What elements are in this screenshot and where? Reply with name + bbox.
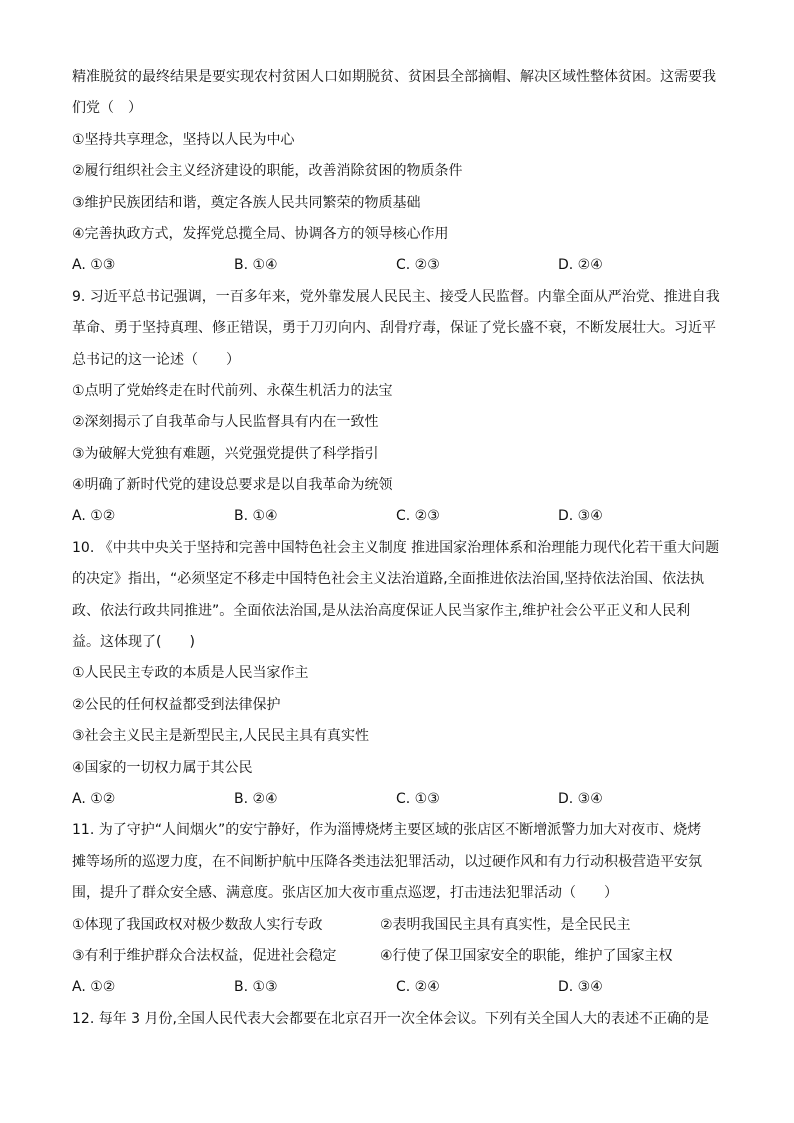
statement-item: ③为破解大党独有难题，兴党强党提供了科学指引 xyxy=(72,445,379,462)
statement-item: ③维护民族团结和谐，奠定各族人民共同繁荣的物质基础 xyxy=(72,194,421,211)
statement-item: ①点明了党始终走在时代前列、永葆生机活力的法宝 xyxy=(72,382,393,399)
question-11 xyxy=(72,815,722,1003)
question-10 xyxy=(72,533,722,816)
option-c: C. ②③ xyxy=(396,257,440,274)
option-d: D. ②④ xyxy=(558,257,603,274)
question-stem-line: 革命、勇于坚持真理、修正错误，勇于刀刃向内、刮骨疗毒，保证了党长盛不衰，不断发展壮大。习近平 xyxy=(72,320,716,337)
statement-item: ④明确了新时代党的建设总要求是以自我革命为统领 xyxy=(72,477,393,494)
document-page xyxy=(72,62,722,1035)
statement-item: ①坚持共享理念，坚持以人民为中心 xyxy=(72,131,295,148)
question-stem-line: 围，提升了群众安全感、满意度。张店区加大夜市重点巡逻，打击违法犯罪活动（ ） xyxy=(72,885,618,902)
answer-options xyxy=(72,250,722,281)
question-stem-line: 益。这体现了( ) xyxy=(72,634,195,651)
question-stem-line: 12. 每年 3 月份,全国人民代表大会都要在北京召开一次全体会议。下列有关全国人大的表述不正确的是 xyxy=(72,1010,709,1027)
option-b: B. ①④ xyxy=(234,508,278,525)
statement-item: ①人民民主专政的本质是人民当家作主 xyxy=(72,665,309,682)
question-stem-line: 11. 为了守护“人间烟火”的安宁静好，作为淄博烧烤主要区域的张店区不断增派警力加大对夜市、烧烤 xyxy=(72,822,702,839)
option-b: B. ①④ xyxy=(234,257,278,274)
statement-pair xyxy=(72,910,722,941)
statement-item: ②表明我国民主具有真实性，是全民民主 xyxy=(380,916,631,933)
option-a: A. ①② xyxy=(72,979,116,996)
statement-item: ②深刻揭示了自我革命与人民监督具有内在一致性 xyxy=(72,414,379,431)
statement-item: ②履行组织社会主义经济建设的职能，改善消除贫困的物质条件 xyxy=(72,163,463,180)
statement-item: ④行使了保卫国家安全的职能，维护了国家主权 xyxy=(380,947,673,964)
option-d: D. ③④ xyxy=(558,979,603,996)
option-a: A. ①② xyxy=(72,508,116,525)
statement-item: ②公民的任何权益都受到法律保护 xyxy=(72,696,281,713)
answer-options xyxy=(72,784,722,815)
option-c: C. ②④ xyxy=(396,979,440,996)
answer-options xyxy=(72,501,722,532)
question-stem-line: 的决定》指出，“必须坚定不移走中国特色社会主义法治道路,全面推进依法治国,坚持依法治国、依法执 xyxy=(72,571,705,588)
option-c: C. ①③ xyxy=(396,790,440,807)
answer-options xyxy=(72,972,722,1003)
option-d: D. ③④ xyxy=(558,790,603,807)
question-12 xyxy=(72,1004,722,1035)
question-8 xyxy=(72,62,722,282)
statement-item: ④完善执政方式，发挥党总揽全局、协调各方的领导核心作用 xyxy=(72,225,449,242)
question-stem-line: 10. 《中共中央关于坚持和完善中国特色社会主义制度 推进国家治理体系和治理能力现代化若干重大问题 xyxy=(72,539,720,556)
option-b: B. ①③ xyxy=(234,979,278,996)
question-9 xyxy=(72,282,722,533)
statement-item: ③有利于维护群众合法权益，促进社会稳定 xyxy=(72,947,337,964)
statement-item: ①体现了我国政权对极少数敌人实行专政 xyxy=(72,916,323,933)
statement-item: ③社会主义民主是新型民主,人民民主具有真实性 xyxy=(72,728,369,745)
question-stem-line: 摊等场所的巡逻力度，在不间断护航中压降各类违法犯罪活动，以过硬作风和有力行动积极营造平安氛 xyxy=(72,853,702,870)
question-stem-line: 9. 习近平总书记强调，一百多年来，党外靠发展人民民主、接受人民监督。内靠全面从严治党、推进自我 xyxy=(72,288,720,305)
question-stem-line: 政、依法行政共同推进”。全面依法治国,是从法治高度保证人民当家作主,维护社会公平正义和人民利 xyxy=(72,602,691,619)
option-b: B. ②④ xyxy=(234,790,278,807)
statement-pair xyxy=(72,941,722,972)
option-a: A. ①③ xyxy=(72,257,116,274)
question-stem-line: 们党（ ） xyxy=(72,100,142,117)
option-c: C. ②③ xyxy=(396,508,440,525)
option-a: A. ①② xyxy=(72,790,116,807)
question-stem-line: 精准脱贫的最终结果是要实现农村贫困人口如期脱贫、贫困县全部摘帽、解决区域性整体贫困。这需要我 xyxy=(72,69,716,85)
option-d: D. ③④ xyxy=(558,508,603,525)
question-stem-line: 总书记的这一论述（ ） xyxy=(72,351,240,368)
statement-item: ④国家的一切权力属于其公民 xyxy=(72,759,253,776)
